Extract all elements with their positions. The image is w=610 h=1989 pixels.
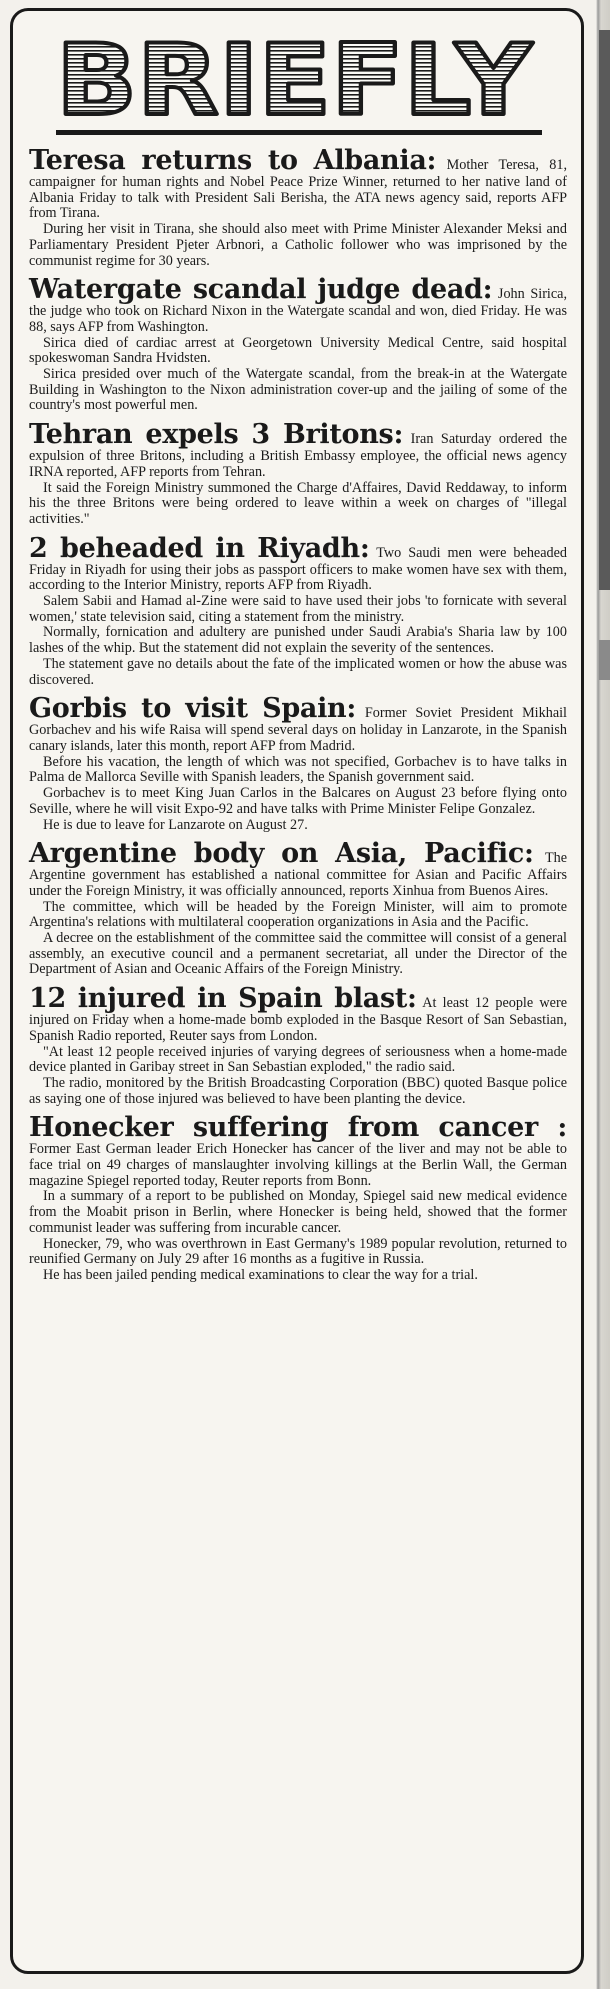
news-brief-paragraph: In a summary of a report to be published on Monday, Spiegel said new medical evidence from the Moabit prison in Berlin, where Honecker is being held, showed that the former communist leader was suffering from incurable cancer. <box>29 1188 567 1236</box>
news-brief-paragraph: Gorbachev is to meet King Juan Carlos in the Balcares on August 23 before flying onto Seville, where he will visit Expo-92 and have talks with Prime Minister Felipe Gonzalez. <box>29 785 567 817</box>
news-brief-lead-paragraph <box>29 420 567 480</box>
news-brief <box>29 694 567 833</box>
news-brief-paragraph: Sirica died of cardiac arrest at Georgetown University Medical Centre, said hospital spokeswoman Sandra Hvidsten. <box>29 334 567 367</box>
masthead-rule <box>56 130 542 135</box>
news-brief-paragraph: He is due to leave for Lanzarote on August 27. <box>43 816 308 833</box>
news-brief-lead-paragraph <box>29 1113 567 1189</box>
news-brief-paragraph: Before his vacation, the length of which was not specified, Gorbachev is to have talks in Palma de Mallorca Seville with Spanish leaders, the Spanish government said. <box>29 753 567 786</box>
stories-list <box>29 146 567 1290</box>
news-brief-paragraph: It said the Foreign Ministry summoned the Charge d'Affaires, David Reddaway, to inform his the three Britons were being ordered to leave within a week on charges of "illegal activities." <box>29 479 567 527</box>
news-brief-paragraph: A decree on the establishment of the committee said the committee will consist of a general assembly, an executive council and a permanent secretariat, all under the Director of the Department of Asian and Oceanic Affairs of the Foreign Ministry. <box>29 930 567 978</box>
news-brief-headline: 12 injured in Spain blast: <box>29 983 417 1015</box>
news-brief-paragraph: Normally, fornication and adultery are punished under Saudi Arabia's Sharia law by 100 lashes of the whip. But the statement did not explain the severity of the sentences. <box>29 624 567 657</box>
news-brief <box>29 534 567 689</box>
masthead-logo <box>44 26 544 126</box>
masthead-title: BRIEFLY <box>56 26 534 126</box>
news-brief-lead-paragraph <box>29 694 567 754</box>
news-brief <box>29 839 567 978</box>
news-brief-paragraph: Sirica presided over much of the Watergate scandal, from the break-in at the Watergate Building in Washington to the Nixon administration cover-up and the jailing of some of the country's most powerful men. <box>29 366 567 414</box>
news-brief-lead-text: Two Saudi men were beheaded Friday in Riyadh for using their jobs as passport officers to make women have sex with them, according to the Interior Ministry, reports AFP from Riyadh. <box>29 544 567 594</box>
news-brief-headline: Gorbis to visit Spain: <box>29 693 357 725</box>
news-brief-lead-text: Former East German leader Erich Honecker has cancer of the liver and may not be able to face trial on 49 charges of manslaughter involving killings at the Berlin Wall, the German magazine Spiegel reported today, Reuter reports from Bonn. <box>29 1141 567 1189</box>
news-brief-paragraph: Honecker, 79, who was overthrown in East Germany's 1989 popular revolution, returned to reunified Germany on July 29 after 16 months as a fugitive in Russia. <box>29 1235 567 1268</box>
masthead <box>44 26 544 126</box>
news-brief-paragraph: "At least 12 people received injuries of varying degrees of seriousness when a home-made device planted in Garibay street in San Sebastian exploded," the radio said. <box>29 1043 567 1076</box>
news-brief <box>29 275 567 414</box>
news-brief-headline: Tehran expels 3 Britons: <box>29 419 404 451</box>
news-brief-lead-text: The Argentine government has established a national committee for Asian and Pacific Affairs under the Foreign Ministry, it was officially announced, reports Xinhua from Buenos Aires. <box>29 850 567 899</box>
news-brief-lead-text: At least 12 people were injured on Friday when a home-made bomb exploded in the Basque Resort of San Sebastian, Spanish Radio reported, Reuter says from London. <box>29 995 568 1044</box>
news-brief-paragraph: The radio, monitored by the British Broadcasting Corporation (BBC) quoted Basque police as saying one of those injured was believed to have been planting the device. <box>29 1074 567 1107</box>
news-brief-lead-text: John Sirica, the judge who took on Richard Nixon in the Watergate scandal and won, died Friday. He was 88, says AFP from Washington. <box>29 286 568 335</box>
news-brief-lead-paragraph <box>29 984 567 1044</box>
news-brief-headline: Watergate scandal judge dead: <box>29 274 493 306</box>
news-brief-lead-text: Former Soviet President Mikhail Gorbachev and his wife Raisa will spend several days on holiday in Lanzarote, in the Spanish canary islands, later this month, report AFP from Madrid. <box>29 705 567 754</box>
news-brief-paragraph: The committee, which will be headed by the Foreign Minister, will aim to promote Argentina's relations with multilateral cooperation organizations in Asia and the Pacific. <box>29 898 567 931</box>
news-brief-lead-paragraph <box>29 839 567 899</box>
adjacent-page-shadow-lower <box>599 640 610 680</box>
news-brief-lead-text: Mother Teresa, 81, campaigner for human rights and Nobel Peace Prize Winner, returned to her native land of Albania Friday to talk with President Sali Berisha, the ATA news agency said, reports AFP from Tirana. <box>29 157 568 222</box>
news-brief-lead-paragraph <box>29 146 567 222</box>
news-brief-paragraph: During her visit in Tirana, she should also meet with Prime Minister Alexander Meksi and Parliamentary President Pjeter Arbnori, a Catholic follower who was imprisoned by the communist regime for 30 years. <box>29 221 567 269</box>
adjacent-page-shadow <box>599 30 610 590</box>
news-brief-headline: Honecker suffering from cancer : <box>29 1112 567 1144</box>
news-brief-lead-paragraph <box>29 275 567 335</box>
news-brief-headline: 2 beheaded in Riyadh: <box>29 532 370 564</box>
news-brief-paragraph: The statement gave no details about the fate of the implicated women or how the abuse was discovered. <box>29 655 567 688</box>
news-brief <box>29 146 567 269</box>
news-brief-lead-paragraph <box>29 534 567 594</box>
news-brief-headline: Teresa returns to Albania: <box>29 145 437 176</box>
news-brief-paragraph: He has been jailed pending medical examinations to clear the way for a trial. <box>43 1266 478 1283</box>
news-brief <box>29 1113 567 1283</box>
news-brief-headline: Argentine body on Asia, Pacific: <box>29 838 534 870</box>
news-brief <box>29 984 567 1107</box>
news-brief <box>29 420 567 528</box>
news-brief-paragraph: Salem Sabii and Hamad al-Zine were said to have used their jobs 'to fornicate with several women,' state television said, citing a statement from the ministry. <box>29 593 567 625</box>
news-brief-lead-text: Iran Saturday ordered the expulsion of three Britons, including a British Embassy employee, the official news agency IRNA reported, AFP reports from Tehran. <box>29 431 567 480</box>
